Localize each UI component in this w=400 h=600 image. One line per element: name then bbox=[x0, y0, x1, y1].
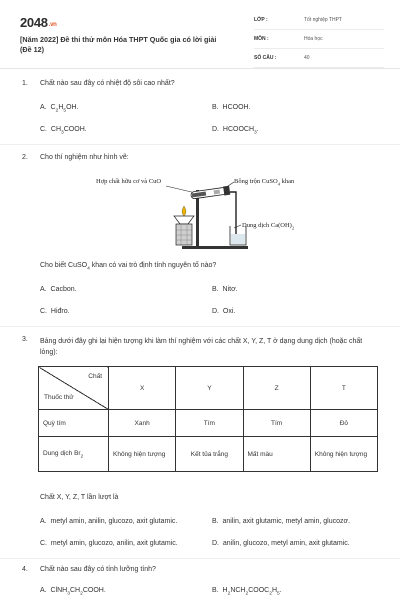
option-letter: B. bbox=[212, 104, 219, 111]
document-title: [Năm 2022] Đề thi thử môn Hóa THPT Quốc gia có lời giải (Đề 12) bbox=[20, 35, 217, 54]
table-row bbox=[39, 437, 378, 472]
question-number: 4. bbox=[22, 566, 28, 573]
question-text: Chất nào sau đây có tính lưỡng tính? bbox=[40, 566, 156, 573]
question-divider bbox=[0, 326, 400, 327]
experiment-table bbox=[38, 366, 378, 472]
option-c[interactable] bbox=[40, 540, 178, 547]
option-letter: D. bbox=[212, 308, 219, 315]
option-text: anilin, glucozo, metyl amin, axit glutamic. bbox=[222, 540, 350, 547]
meta-value: Tốt nghiệp THPT bbox=[304, 17, 342, 23]
option-letter: A. bbox=[40, 518, 47, 525]
question-text: Chất X, Y, Z, T lần lượt là bbox=[40, 494, 119, 501]
table-cell: Tím bbox=[176, 410, 243, 437]
option-letter: B. bbox=[212, 587, 219, 594]
meta-panel bbox=[254, 15, 384, 72]
question-text: Cho thí nghiệm như hình vẽ: bbox=[40, 154, 129, 161]
table-cell: Không hiện tượng bbox=[109, 437, 176, 472]
table-column-header: Z bbox=[243, 367, 310, 410]
table-cell: Tím bbox=[243, 410, 310, 437]
option-text: $H_2NCH_2COOC_2H_5$. bbox=[222, 587, 282, 597]
meta-value: 40 bbox=[304, 55, 310, 61]
meta-class bbox=[254, 15, 384, 30]
logo-text[interactable]: 2048 bbox=[20, 15, 48, 30]
option-text: $ClNH_3CH_2COOH$. bbox=[50, 587, 106, 597]
option-text: Cacbon. bbox=[50, 286, 77, 293]
corner-label-reagent: Thuốc thử bbox=[44, 394, 74, 401]
option-b[interactable] bbox=[212, 104, 251, 111]
option-text: anilin, axit glutamic, metyl amin, glucozơ. bbox=[222, 518, 351, 525]
option-letter: A. bbox=[40, 286, 47, 293]
option-b[interactable] bbox=[212, 587, 282, 596]
table-cell: Mất màu bbox=[243, 437, 310, 472]
table-cell: Đỏ bbox=[310, 410, 377, 437]
logo-suffix[interactable]: .vn bbox=[48, 22, 57, 28]
option-text: Hiđro. bbox=[50, 308, 70, 315]
table-cell: Không hiện tượng bbox=[310, 437, 377, 472]
question-number: 3. bbox=[22, 336, 28, 343]
option-text: $CH_3COOH$. bbox=[50, 126, 87, 136]
header bbox=[20, 12, 384, 74]
meta-key: MÔN : bbox=[254, 36, 269, 42]
option-letter: B. bbox=[212, 518, 219, 525]
option-letter: C. bbox=[40, 126, 47, 133]
table-cell: Xanh bbox=[109, 410, 176, 437]
option-d[interactable] bbox=[212, 126, 259, 135]
option-letter: D. bbox=[212, 540, 219, 547]
meta-key: LỚP : bbox=[254, 17, 268, 23]
question-text: Bảng dưới đây ghi lại hiện tượng khi làm thí nghiệm với các chất X, Y, Z, T ở dạng dung dịch (hoặc chất lỏng): bbox=[40, 338, 363, 356]
question-number: 2. bbox=[22, 154, 28, 161]
option-d[interactable] bbox=[212, 540, 350, 547]
table-column-header: X bbox=[109, 367, 176, 410]
table-row-header: Dung dịch $Br_2$ bbox=[39, 437, 109, 472]
option-c[interactable] bbox=[40, 126, 87, 135]
option-a[interactable] bbox=[40, 587, 106, 596]
option-text: HCOOH. bbox=[222, 104, 251, 111]
apparatus-drawing bbox=[96, 176, 306, 254]
option-letter: B. bbox=[212, 286, 219, 293]
meta-subject bbox=[254, 34, 384, 49]
experiment-diagram bbox=[96, 176, 306, 254]
option-text: Oxi. bbox=[222, 308, 236, 315]
option-text: metyl amin, glucozo, anilin, axit glutamic. bbox=[50, 540, 178, 547]
option-text: $C_2H_5OH$. bbox=[50, 104, 79, 114]
question-text: Chất nào sau đây có nhiệt độ sôi cao nhất? bbox=[40, 80, 175, 87]
question-divider bbox=[0, 144, 400, 145]
option-text: Nitơ. bbox=[222, 286, 238, 293]
option-d[interactable] bbox=[212, 308, 235, 315]
option-letter: A. bbox=[40, 587, 47, 594]
option-a[interactable] bbox=[40, 104, 79, 113]
table-corner-cell bbox=[39, 367, 109, 410]
diagram-label-cotton: Bông trộn CuSO$_4$ khan bbox=[234, 178, 295, 187]
option-letter: D. bbox=[212, 126, 219, 133]
table-row-header: Quỳ tím bbox=[39, 410, 109, 437]
option-text: $HCOOCH_3$. bbox=[222, 126, 259, 136]
question-number: 1. bbox=[22, 80, 28, 87]
meta-question-count bbox=[254, 53, 384, 68]
meta-value: Hóa học bbox=[304, 36, 323, 42]
question-divider bbox=[0, 558, 400, 559]
table-column-header: T bbox=[310, 367, 377, 410]
corner-label-substance: Chất bbox=[88, 373, 102, 380]
table-row bbox=[39, 410, 378, 437]
option-letter: C. bbox=[40, 308, 47, 315]
option-letter: C. bbox=[40, 540, 47, 547]
option-c[interactable] bbox=[40, 308, 70, 315]
question-text: Cho biết CuSO$_4$ khan có vai trò định tính nguyên tố nào? bbox=[40, 262, 217, 272]
option-a[interactable] bbox=[40, 286, 77, 293]
meta-key: SỐ CÂU : bbox=[254, 55, 277, 61]
option-a[interactable] bbox=[40, 518, 177, 525]
option-text: metyl amin, anilin, glucozo, axit glutamic. bbox=[50, 518, 178, 525]
diagram-label-solution: Dung dịch $Ca(OH)_2$ bbox=[242, 222, 295, 231]
site-logo[interactable] bbox=[20, 15, 57, 30]
option-letter: A. bbox=[40, 104, 47, 111]
diagram-label-compound: Hợp chất hữu cơ và CuO bbox=[96, 178, 162, 185]
option-b[interactable] bbox=[212, 286, 238, 293]
option-b[interactable] bbox=[212, 518, 350, 525]
table-column-header: Y bbox=[176, 367, 243, 410]
table-header-row bbox=[39, 367, 378, 410]
header-divider bbox=[0, 68, 400, 69]
table-cell: Kết tủa trắng bbox=[176, 437, 243, 472]
